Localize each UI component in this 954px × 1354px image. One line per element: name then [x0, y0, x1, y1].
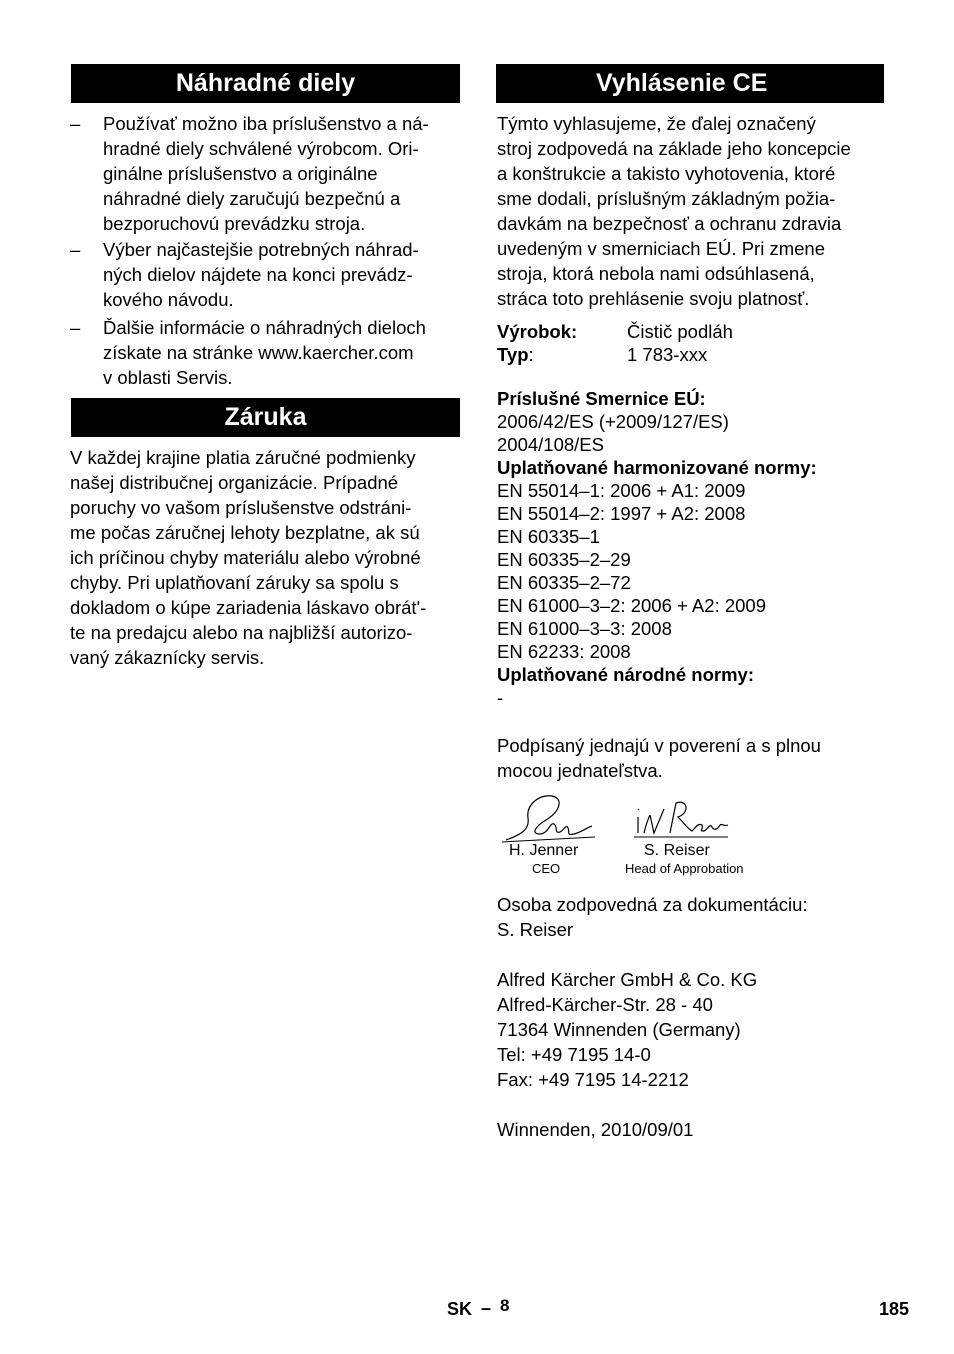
signatory-name: H. Jenner	[509, 842, 579, 859]
spare-parts-heading: Náhradné diely	[71, 64, 460, 103]
national-norms-heading: Uplatňované národné normy:	[497, 664, 754, 685]
norm-item: EN 55014–2: 1997 + A2: 2008	[497, 503, 746, 524]
type-label: Typ	[497, 344, 529, 365]
ce-intro-text: Týmto vyhlasujeme, že ďalej označený stroj zodpovedá na základe jeho koncepcie a konštrukcie a takisto vyhotovenia, ktoré sme dodali, príslušným základným požia- davkám na bezpečnosť a ochranu zdravia uvedeným v smerniciach EÚ. Pri zmene stroja, ktorá nebola nami odsúhlasená, stráca toto prehlásenie svoju platnosť.	[497, 113, 851, 309]
signatory-role: CEO	[532, 861, 561, 876]
norm-item: EN 61000–3–3: 2008	[497, 618, 672, 639]
directives-heading: Príslušné Smernice EÚ:	[497, 388, 706, 409]
signed-authority-text: Podpísaný jednajú v poverení a s plnou mocou jednateľstva.	[497, 735, 821, 781]
signature-reiser-image	[632, 795, 732, 845]
footer-dash: –	[481, 1298, 492, 1318]
type-value: 1 783-xxx	[627, 344, 708, 365]
signatory-role: Head of Approbation	[625, 861, 744, 876]
norm-item: EN 60335–2–72	[497, 572, 631, 593]
bullet-text: Používať možno iba príslušenstvo a ná- hradné diely schválené výrobcom. Ori- ginálne príslušenstvo a originálne náhradné diely zaručujú bezpečnú a bezporuchovú prevádzku stroja.	[103, 113, 429, 234]
directive-item: 2006/42/ES (+2009/127/ES)	[497, 411, 729, 432]
footer-language: SK	[447, 1299, 473, 1319]
bullet-dash: –	[70, 113, 81, 134]
bullet-dash: –	[70, 317, 81, 338]
type-row	[497, 343, 534, 366]
company-address: Alfred Kärcher GmbH & Co. KG Alfred-Kärcher-Str. 28 - 40 71364 Winnenden (Germany) Tel: +49 7195 14-0 Fax: +49 7195 14-2212	[497, 969, 758, 1090]
norm-item: EN 60335–2–29	[497, 549, 631, 570]
norm-item: EN 60335–1	[497, 526, 600, 547]
warranty-heading: Záruka	[71, 398, 460, 437]
type-colon: :	[528, 344, 534, 365]
ce-declaration-heading: Vyhlásenie CE	[496, 64, 884, 103]
norm-item: EN 62233: 2008	[497, 641, 631, 662]
norm-item: EN 61000–3–2: 2006 + A2: 2009	[497, 595, 766, 616]
warranty-text: V každej krajine platia záručné podmienky našej distribučnej organizácie. Prípadné poruchy vo vašom príslušenstve odstráni- me počas záručnej lehoty bezplatne, ak sú ich príčinou chyby materiálu alebo výrobné chyby. Pri uplatňovaní záruky sa spolu s dokladom o kúpe zariadenia láskavo obrát'- te na predajcu alebo na najbližší autorizo- vaný zákaznícky servis.	[70, 447, 427, 668]
national-norms-value: -	[497, 687, 504, 708]
footer-local-page: 8	[500, 1296, 510, 1315]
doc-responsible-text: Osoba zodpovedná za dokumentáciu: S. Reiser	[497, 894, 808, 940]
bullet-text: Výber najčastejšie potrebných náhrad- ných dielov nájdete na konci prevádz- kového návodu.	[103, 239, 419, 310]
directive-item: 2004/108/ES	[497, 434, 604, 455]
product-label: Výrobok:	[497, 321, 578, 342]
signatory-name: S. Reiser	[644, 842, 710, 859]
page-number: 185	[879, 1299, 910, 1319]
place-date: Winnenden, 2010/09/01	[497, 1119, 694, 1140]
bullet-text: Ďalšie informácie o náhradných dieloch získate na stránke www.kaercher.com v oblasti Servis.	[103, 317, 426, 388]
product-value: Čistič podláh	[627, 321, 733, 342]
norm-item: EN 55014–1: 2006 + A1: 2009	[497, 480, 746, 501]
harmonized-norms-heading: Uplatňované harmonizované normy:	[497, 457, 817, 478]
bullet-dash: –	[70, 239, 81, 260]
